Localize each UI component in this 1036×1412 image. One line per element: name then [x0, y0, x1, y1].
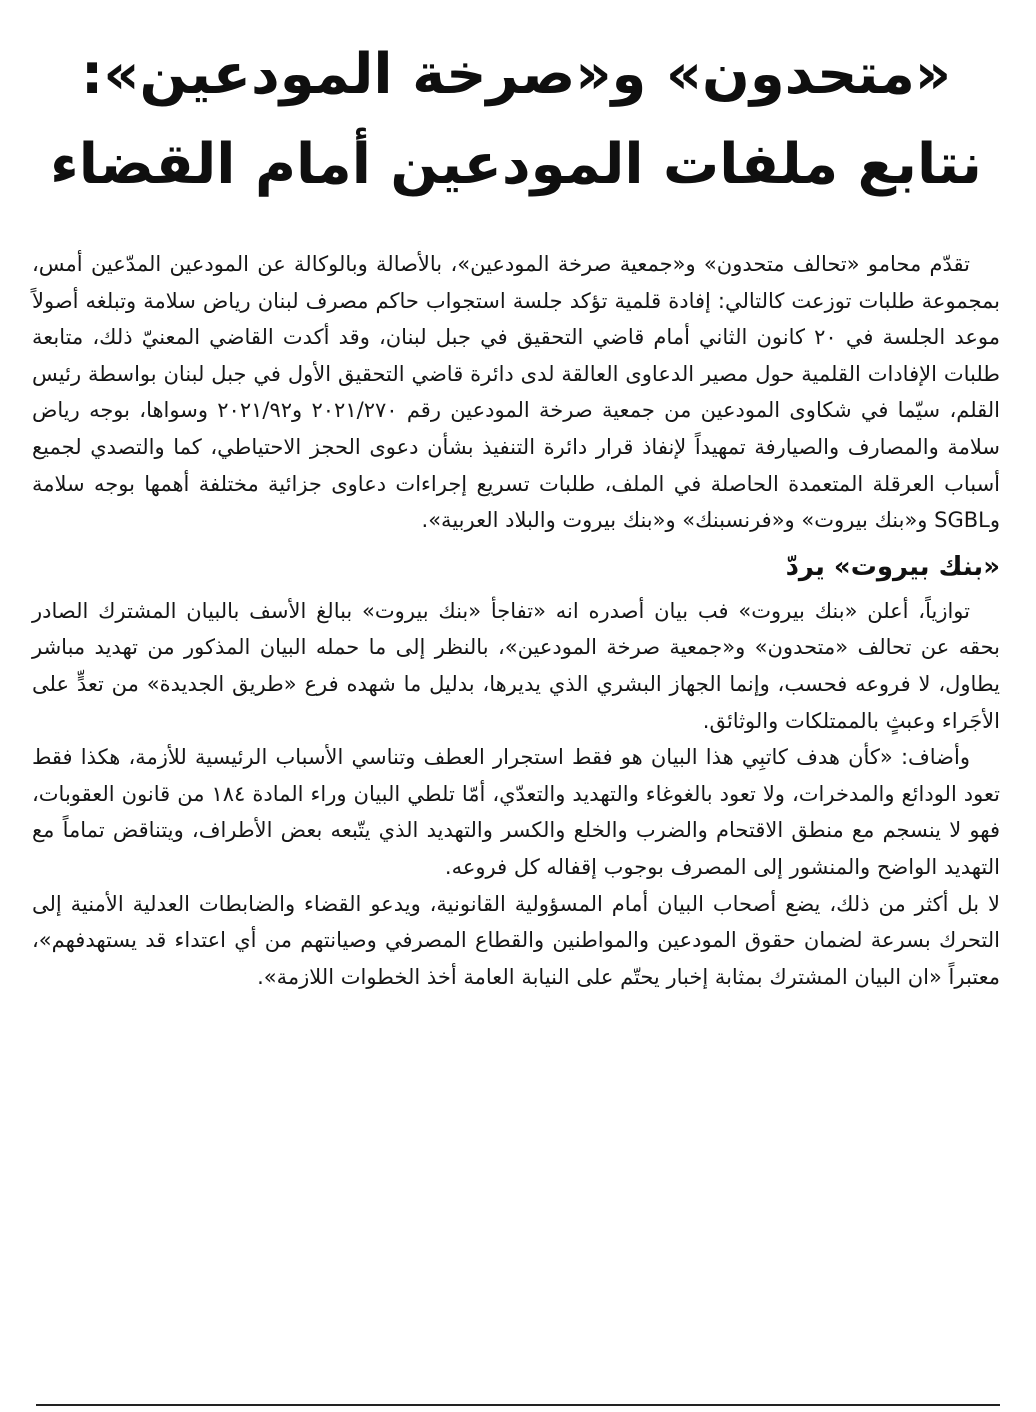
paragraph-bank-conclusion: لا بل أكثر من ذلك، يضع أصحاب البيان أمام المسؤولية القانونية، ويدعو القضاء والضابطات العدلية الأمنية إلى التحرك بسرعة لضمان حقوق المودعين والمواطنين والقطاع المصرفي وصيانتهم من أي اعتداء قد يستهدفهم»، معتبراً «ان البيان المشترك بمثابة إخبار يحتّم على النيابة العامة أخذ الخطوات اللازمة». [32, 891, 1000, 989]
bottom-divider [36, 1404, 1000, 1406]
paragraph-bank-response: توازياً، أعلن «بنك بيروت» فب بيان أصدره انه «تفاجأ «بنك بيروت» ببالغ الأسف بالبيان المشترك الصادر بحقه عن تحالف «متحدون» و«جمعية صرخة المودعين»، بالنظر إلى ما حمله البيان المذكور من تهديد مباشر يطاول، لا فروعه فحسب، وإنما الجهاز البشري الذي يديرها، بدليل ما شهده فرع «طريق الجديدة» من تعدٍّ على الأجَراء وعبثٍ بالممتلكات والوثائق. [32, 598, 1000, 733]
article-headline [32, 30, 1000, 210]
paragraph-lawyers-requests: تقدّم محامو «تحالف متحدون» و«جمعية صرخة المودعين»، بالأصالة وبالوكالة عن المودعين المدّعين أمس، بمجموعة طلبات توزعت كالتالي: إفادة قلمية تؤكد جلسة استجواب حاكم مصرف لبنان رياض سلامة وتبلغه أصولاً موعد الجلسة في ٢٠ كانون الثاني أمام قاضي التحقيق في جبل لبنان، وقد أكدت القاضي المعنيّ ذلك، متابعة طلبات الإفادات القلمية حول مصير الدعاوى العالقة لدى دائرة قاضي التحقيق الأول في جبل لبنان بواسطة رئيس القلم، سيّما في شكاوى المودعين من جمعية صرخة المودعين رقم ٢٠٢١/٢٧٠ و٢٠٢١/٩٢ وسواها، بوجه رياض سلامة والمصارف والصيارفة تمهيداً لإنفاذ قرار دائرة التنفيذ بشأن دعوى الحجز الاحتياطي، كما والتصدي لجميع أسباب العرقلة المتعمدة الحاصلة في الملف، طلبات تسريع إجراءات دعاوى جزائية مختلفة أهمها بوجه سلامة وSGBL و«بنك بيروت» و«فرنسبنك» و«بنك بيروت والبلاد العربية». [32, 252, 1001, 533]
article-body [32, 246, 1000, 995]
section-subheading: «بنك بيروت» يردّ [785, 551, 1000, 582]
headline-line-2: نتابع ملفات المودعين أمام القضاء [50, 132, 982, 197]
paragraph-bank-addition: وأضاف: «كأن هدف كاتبِي هذا البيان هو فقط استجرار العطف وتناسي الأسباب الرئيسية للأزمة، هكذا فقط تعود الودائع والمدخرات، ولا تعود بالغوغاء والتهديد والتعدّي، أمّا تلطي البيان وراء المادة ١٨٤ من قانون العقوبات، فهو لا ينسجم مع منطق الاقتحام والضرب والخلع والكسر والتهديد الذي يتّبعه بعض الأطراف، ويتناقض تماماً مع التهديد الواضح والمنشور إلى المصرف بوجوب إقفاله كل فروعه. [32, 745, 1000, 879]
news-article [32, 30, 1000, 1412]
headline-line-1: «متحدون» و«صرخة المودعين»: [80, 42, 952, 107]
